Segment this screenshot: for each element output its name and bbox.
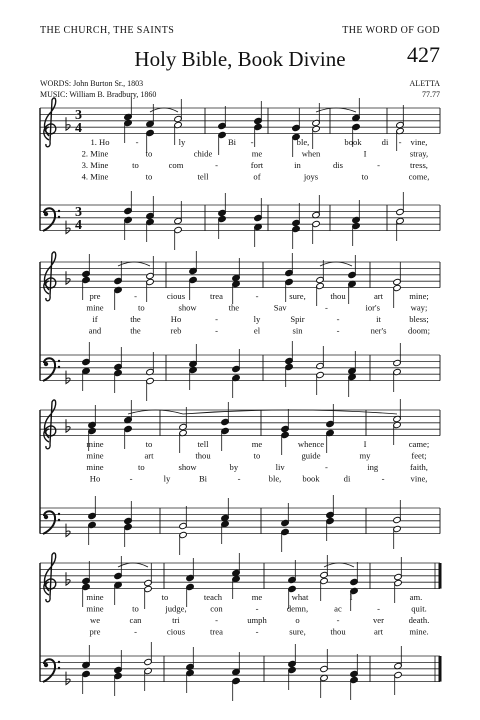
- lyric-syllable: thou: [195, 450, 211, 461]
- slur: [150, 108, 178, 112]
- lyric-syllable: teach: [203, 592, 223, 602]
- slur: [118, 262, 150, 266]
- lyric-syllable: sure,: [289, 626, 306, 637]
- lyric-syllable: faith,: [410, 462, 428, 472]
- lyric-syllable: -: [381, 473, 385, 484]
- lyric-syllable: mine: [86, 302, 104, 313]
- lyric-syllable: di: [381, 137, 389, 147]
- flat-icon: [66, 572, 70, 585]
- lyric-syllable: book: [344, 137, 362, 147]
- lyric-syllable: -: [255, 291, 259, 301]
- lyric-syllable: umph: [247, 615, 267, 625]
- lyric-syllable: doom;: [408, 325, 430, 336]
- lyric-syllable: Ho: [89, 473, 101, 484]
- lyric-syllable: trea: [210, 291, 223, 301]
- lyric-syllable: the: [228, 302, 240, 313]
- treble-clef-icon: [44, 553, 56, 602]
- lyric-syllable: ble,: [268, 473, 282, 484]
- lyric-syllable: we: [89, 615, 101, 625]
- lyric-syllable: -: [134, 626, 137, 637]
- lyric-syllable: to: [361, 171, 369, 182]
- lyric-syllable: my: [359, 450, 371, 461]
- lyric-syllable: show: [178, 302, 197, 313]
- lyric-syllable: to: [132, 603, 139, 614]
- slur: [183, 410, 397, 414]
- lyric-syllable: -: [215, 314, 218, 324]
- lyric-syllable: to: [145, 171, 153, 182]
- bass-clef-dot: [58, 519, 60, 521]
- lyric-syllable: -: [324, 462, 328, 472]
- lyric-syllable: vine,: [410, 137, 428, 147]
- lyric-syllable: -: [134, 291, 137, 301]
- lyric-syllable: me: [251, 148, 263, 159]
- lyric-syllable: I: [363, 148, 367, 159]
- lyric-syllable: mine: [86, 603, 104, 614]
- lyric-syllable: can: [129, 615, 142, 625]
- lyric-syllable: 2. Mine: [81, 148, 109, 159]
- system-4: [40, 553, 440, 701]
- hymn-title: Holy Bible, Book Divine: [134, 47, 346, 71]
- lyric-syllable: art: [373, 626, 384, 637]
- lyric-syllable: trea: [210, 626, 223, 637]
- lyric-syllable: quit.: [411, 603, 427, 614]
- lyric-syllable: ly: [163, 473, 171, 484]
- lyric-syllable: -: [377, 603, 380, 614]
- lyric-syllable: judge,: [165, 603, 187, 614]
- lyric-syllable: -: [336, 615, 340, 625]
- lyric-syllable: -: [215, 615, 218, 625]
- system-1: [40, 97, 440, 250]
- lyric-syllable: bless;: [409, 314, 429, 324]
- slur: [324, 563, 354, 567]
- lyric-syllable: whence: [297, 439, 325, 449]
- lyric-syllable: book: [302, 473, 320, 484]
- hymn-number: 427: [407, 42, 440, 67]
- flat-icon: [66, 672, 70, 685]
- bass-clef-dot: [44, 663, 48, 667]
- lyric-syllable: pre: [89, 626, 101, 637]
- flat-icon: [66, 419, 70, 432]
- bass-clef-dot: [58, 661, 60, 663]
- bass-clef-dot: [58, 216, 60, 218]
- lyric-syllable: sin: [292, 325, 303, 336]
- lyric-syllable: -: [377, 160, 380, 170]
- lyric-syllable: me: [251, 439, 263, 449]
- lyric-syllable: mine;: [409, 291, 429, 301]
- lyric-syllable: mine: [86, 439, 104, 449]
- system-3: [40, 399, 440, 555]
- time-signature-top: 3: [75, 205, 82, 220]
- lyric-syllable: the: [130, 314, 141, 324]
- flat-icon: [66, 271, 70, 284]
- lyric-syllable: of: [253, 171, 261, 182]
- lyric-syllable: am.: [409, 592, 423, 602]
- lyric-syllable: liv: [275, 462, 285, 472]
- lyric-syllable: by: [229, 462, 239, 472]
- lyric-syllable: ner's: [370, 325, 387, 336]
- lyric-syllable: Bi: [198, 473, 208, 484]
- lyric-syllable: to: [253, 450, 261, 461]
- time-signature-bottom: 4: [75, 218, 82, 233]
- lyric-syllable: ac: [334, 603, 342, 614]
- lyric-syllable: to: [132, 160, 139, 170]
- lyric-syllable: thou: [330, 626, 346, 637]
- lyric-syllable: demn,: [286, 603, 309, 614]
- bass-clef-dot: [58, 360, 60, 362]
- lyric-syllable: to: [137, 302, 145, 313]
- lyric-syllable: to: [161, 592, 169, 602]
- time-signature-bottom: 4: [75, 121, 82, 136]
- lyric-syllable: -: [215, 325, 218, 336]
- lyric-syllable: 3. Mine: [81, 160, 109, 170]
- lyric-syllable: cious: [166, 626, 186, 637]
- lyric-syllable: -: [324, 302, 328, 313]
- lyric-syllable: -: [255, 603, 259, 614]
- lyric-syllable: art: [373, 291, 384, 301]
- lyric-syllable: di: [343, 473, 351, 484]
- lyric-syllable: pre: [89, 291, 101, 301]
- topic-header: THE WORD OF GOD: [342, 25, 440, 36]
- lyric-syllable: I: [363, 439, 367, 449]
- lyric-syllable: -: [135, 137, 139, 147]
- lyric-syllable: art: [144, 450, 154, 461]
- lyric-syllable: fort: [250, 160, 264, 170]
- lyric-syllable: stray,: [409, 148, 429, 159]
- meter: 77.77: [422, 90, 440, 99]
- time-signature-top: 3: [75, 108, 82, 123]
- lyric-syllable: to: [137, 462, 145, 472]
- lyric-syllable: thou: [330, 291, 346, 301]
- lyric-syllable: ior's: [365, 302, 380, 313]
- lyric-syllable: came;: [408, 439, 430, 449]
- lyric-syllable: mine.: [409, 626, 429, 637]
- bass-clef-dot: [44, 212, 48, 216]
- lyric-syllable: Spir: [290, 314, 305, 324]
- lyric-syllable: sure,: [289, 291, 306, 301]
- lyric-syllable: Bi: [227, 137, 237, 147]
- lyric-syllable: -: [250, 137, 254, 147]
- lyric-syllable: when: [301, 148, 321, 159]
- lyric-syllable: el: [253, 325, 261, 336]
- tune-name: ALETTA: [409, 79, 440, 88]
- treble-clef-icon: [44, 252, 56, 301]
- lyric-syllable: tell: [197, 171, 209, 182]
- lyric-syllable: me: [251, 592, 263, 602]
- lyric-syllable: what: [291, 592, 309, 602]
- lyric-syllable: it: [376, 314, 381, 324]
- lyric-syllable: Ho: [170, 314, 182, 324]
- flat-icon: [66, 117, 70, 130]
- lyric-syllable: feet;: [411, 450, 427, 461]
- slur: [320, 262, 352, 266]
- flat-icon: [66, 221, 70, 234]
- lyric-syllable: 1. Ho: [90, 137, 110, 147]
- lyric-syllable: -: [129, 473, 133, 484]
- lyric-syllable: show: [178, 462, 197, 472]
- lyric-syllable: come,: [408, 171, 430, 182]
- lyric-syllable: tell: [197, 439, 209, 449]
- lyric-syllable: ly: [178, 137, 186, 147]
- bass-clef-dot: [58, 210, 60, 212]
- bass-clef-dot: [44, 362, 48, 366]
- bass-clef-dot: [58, 366, 60, 368]
- lyric-syllable: dis: [332, 160, 344, 170]
- lyric-syllable: ble,: [296, 137, 310, 147]
- lyric-syllable: -: [255, 626, 259, 637]
- lyric-syllable: ly: [253, 314, 261, 324]
- bass-clef-dot: [44, 515, 48, 519]
- lyric-syllable: and: [88, 325, 102, 336]
- lyric-syllable: way;: [410, 302, 428, 313]
- system-2: [40, 251, 440, 401]
- lyric-syllable: o: [295, 615, 300, 625]
- lyric-syllable: if: [92, 314, 98, 324]
- lyric-syllable: to: [145, 439, 153, 449]
- lyric-syllable: I: [349, 592, 353, 602]
- lyric-syllable: mine: [86, 592, 104, 602]
- lyric-syllable: chide: [193, 148, 213, 159]
- slur: [118, 563, 148, 567]
- lyric-syllable: tress,: [410, 160, 428, 170]
- lyric-syllable: ing: [367, 462, 379, 472]
- lyric-syllable: joys: [303, 171, 319, 182]
- treble-clef-icon: [44, 98, 56, 147]
- lyric-syllable: Sav: [273, 302, 287, 313]
- flat-icon: [66, 371, 70, 384]
- lyric-syllable: cious: [166, 291, 186, 301]
- lyric-syllable: -: [336, 314, 340, 324]
- lyric-syllable: -: [237, 473, 241, 484]
- treble-clef-icon: [44, 400, 56, 449]
- lyric-syllable: ver: [373, 615, 384, 625]
- lyric-syllable: guide: [301, 450, 321, 461]
- bass-clef-dot: [58, 513, 60, 515]
- lyric-syllable: tri: [172, 615, 180, 625]
- music-credit: MUSIC: William B. Bradbury, 1860: [40, 90, 157, 99]
- bass-clef-dot: [58, 667, 60, 669]
- lyric-syllable: -: [398, 137, 402, 147]
- lyric-syllable: con: [210, 603, 223, 614]
- lyric-syllable: reb: [170, 325, 182, 336]
- lyric-syllable: -: [215, 160, 218, 170]
- lyric-syllable: -: [336, 325, 340, 336]
- section-header: THE CHURCH, THE SAINTS: [40, 25, 175, 36]
- lyric-syllable: com: [168, 160, 184, 170]
- lyric-syllable: in: [294, 160, 301, 170]
- words-credit: WORDS: John Burton Sr., 1803: [40, 79, 144, 88]
- lyric-syllable: 4. Mine: [81, 171, 109, 182]
- lyric-syllable: death.: [408, 615, 430, 625]
- slur: [316, 108, 356, 112]
- slur: [128, 410, 183, 414]
- flat-icon: [66, 524, 70, 537]
- lyric-syllable: to: [145, 148, 153, 159]
- lyric-syllable: vine,: [410, 473, 428, 484]
- lyric-syllable: mine: [86, 462, 104, 472]
- lyric-syllable: mine: [86, 450, 104, 461]
- lyric-syllable: the: [130, 325, 141, 336]
